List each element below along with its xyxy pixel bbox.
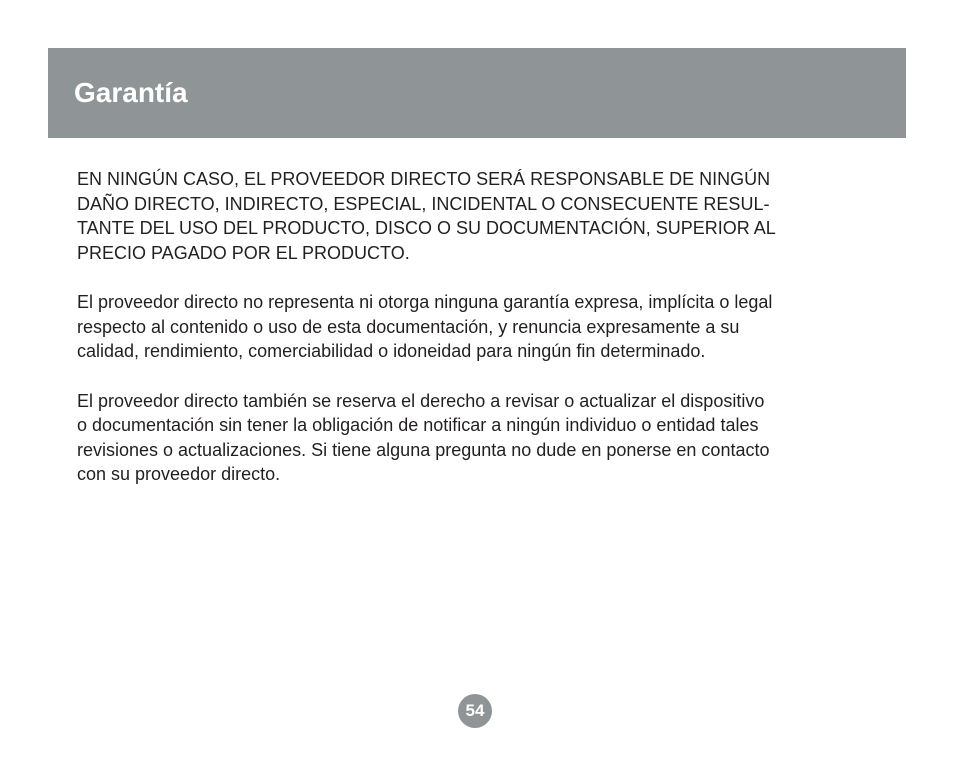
header-bar [48, 48, 906, 138]
disclaimer-paragraph: EN NINGÚN CASO, EL PROVEEDOR DIRECTO SERÁ RESPONSABLE DE NINGÚN DAÑO DIRECTO, INDIRECTO, ESPECIAL, INCIDENTAL O CONSECUENTE RESUL- TANTE DEL USO DEL PRODUCTO, DISCO O SU DOCUMENTACIÓN, SUPERIOR AL PRECIO PAGADO POR EL PRODUCTO. [77, 169, 776, 263]
warranty-paragraph: El proveedor directo no representa ni otorga ninguna garantía expresa, implícita o legal respecto al contenido o uso de esta documentación, y renuncia expresamente a su calidad, rendimiento, comerciabilidad o idoneidad para ningún fin determinado. [77, 292, 773, 361]
revision-paragraph: El proveedor directo también se reserva el derecho a revisar o actualizar el dispositivo o documentación sin tener la obligación de notificar a ningún individuo o entidad tales revisiones o actualizaciones. Si tiene alguna pregunta no dude en ponerse en contacto con su proveedor directo. [77, 390, 770, 484]
page-number-badge: 54 [458, 694, 492, 728]
page-title: Garantía [74, 77, 188, 108]
body-content [77, 167, 877, 512]
